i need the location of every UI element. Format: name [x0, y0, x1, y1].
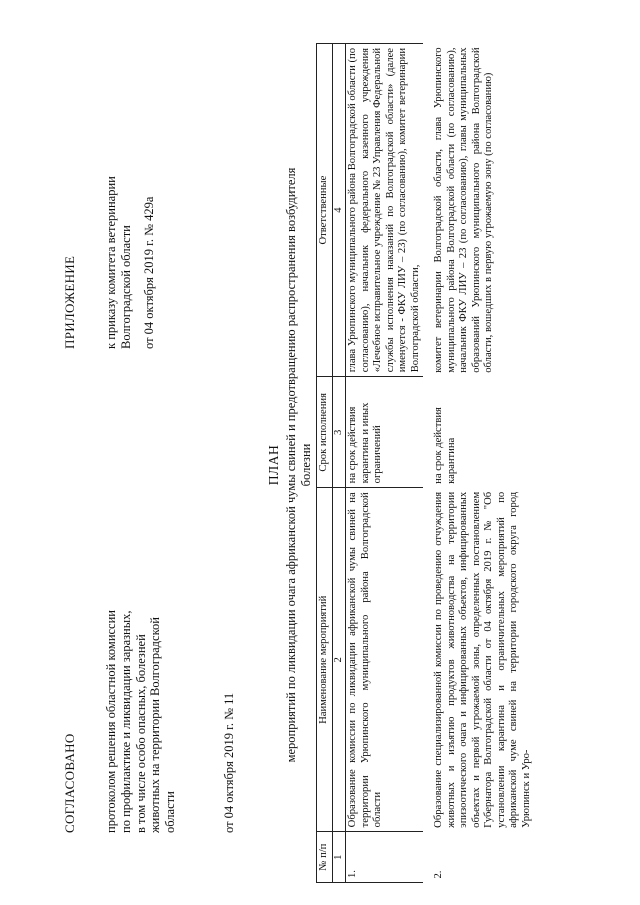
column-number: 2 — [332, 488, 346, 832]
approval-date: от 04 октября 2019 г. № 11 — [222, 692, 236, 833]
row-name: Образование комиссии по ликвидации африканской чумы свиней на территории Урюпинского муниципального района Волгоградской области — [346, 488, 424, 832]
plan-table — [316, 43, 534, 883]
row-name: Образование специализированной комиссии по проведению отчуждения животных и изъятию продуктов животноводства на территории эпизоотического очага и инфицированных объектов, инфицированных объектах и первой угрожаемой зоны, определенных постановлением Губернатора Волгоградской области от 04 октября 2019 г. № "Об установлении карантина и ограничительных мероприятий по африканской чуме свиней на территории городского округа город Урюпинск и Уро- — [433, 491, 532, 828]
column-number: 4 — [332, 44, 346, 377]
row-responsible: глава Урюпинского муниципального района Волгоградской области (по согласованию), начальник федерального казенного учреждения «Лечебное исправительное учреждение № 23 Управления Федеральной службы исполнения наказаний по Волгоградской области» (далее именуется - ФКУ ЛИУ – 23) (по согласованию), комитет ветеринарии Волгоградской области, — [346, 44, 424, 377]
approval-line: протоколом решения областной комиссии — [104, 610, 118, 833]
row-term: на срок действия карантина — [433, 407, 457, 484]
appendix-line: Волгоградской области — [118, 225, 133, 349]
header-responsible: Ответственные — [317, 44, 333, 377]
appendix-body — [104, 89, 134, 349]
plan-subtitle-line: болезни — [298, 443, 313, 487]
appendix-date: от 04 октября 2019 г. № 429а — [142, 196, 156, 349]
column-number: 3 — [332, 377, 346, 488]
column-number-row — [332, 44, 346, 883]
plan-subtitle — [284, 85, 314, 845]
approval-line: по профилактике и ликвидации заразных, — [118, 610, 133, 833]
header-name: Наименование мероприятий — [317, 488, 333, 832]
plan-subtitle-line: мероприятий по ликвидации очага африканской чумы свиней и предотвращению распространения возбудителя — [284, 167, 298, 763]
column-number: 1 — [332, 832, 346, 883]
row-term: на срок действия карантина и иных ограничений — [346, 377, 424, 488]
row-responsible: комитет ветеринарии Волгоградской области, глава Урюпинского муниципального района Волгоградской области (по согласованию), начальник ФКУ ЛИУ – 23 (по согласованию), главы муниципальных образований Урюпинского муниципального района Волгоградской области, вошедших в первую угрожаемую зону (по согласованию) — [433, 47, 494, 373]
table-row — [346, 44, 424, 883]
header-num: № п/п — [317, 832, 333, 883]
appendix-line: к приказу комитета ветеринарии — [104, 176, 118, 349]
approval-line: в том числе особо опасных, болезней — [133, 634, 148, 833]
row-num: 2. — [433, 870, 444, 879]
header-term: Срок исполнения — [317, 377, 333, 488]
approval-title: СОГЛАСОВАНО — [62, 733, 77, 833]
approval-body — [104, 533, 178, 833]
row-num: 1. — [346, 832, 424, 883]
approval-line: животных на территории Волгоградской — [148, 617, 163, 833]
approval-line: области — [163, 791, 177, 833]
appendix-title: ПРИЛОЖЕНИЕ — [62, 255, 77, 349]
table-row — [423, 44, 534, 883]
plan-title: ПЛАН — [266, 444, 281, 486]
table-header-row — [317, 44, 333, 883]
